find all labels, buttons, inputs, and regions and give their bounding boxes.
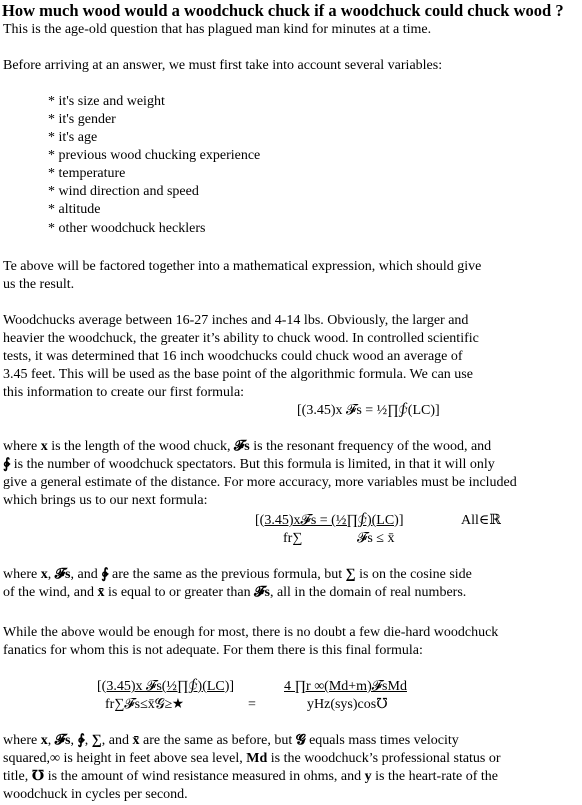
paragraph-line: While the above would be enough for most, there is no doubt a few die-hard woodchuck — [3, 625, 499, 640]
formula-1: [(3.45)x 𝓕s = ½∏∲(LC)] — [297, 403, 440, 418]
paragraph-line: ∲ is the number of woodchuck spectators. But this formula is limited, in that it will only — [3, 457, 495, 472]
paragraph-line: 3.45 feet. This will be used as the base point of the algorithmic formula. We can use — [3, 367, 473, 382]
paragraph-line: of the wind, and x̄ is equal to or greater than 𝓕s, all in the domain of real numbers. — [3, 585, 467, 600]
paragraph-line: where x is the length of the wood chuck, 𝓕s is the resonant frequency of the wood, and — [3, 439, 492, 454]
page-title: How much wood would a woodchuck chuck if a woodchuck could chuck wood ? — [2, 1, 564, 20]
variable-item: * previous wood chucking experience — [48, 148, 261, 163]
paragraph-line: squared,∞ is height in feet above sea level, Md is the woodchuck’s professional status or — [3, 751, 501, 766]
paragraph-line: give a general estimate of the distance. For more accuracy, more variables must be included — [3, 475, 517, 490]
factor-text: Te above will be factored together into a mathematical expression, which should give — [3, 259, 482, 274]
paragraph-line: title, ℧ is the amount of wind resistance measured in ohms, and y is the heart-rate of the — [3, 769, 498, 784]
paragraph-line: where x, 𝓕s, ∲, ∑, and x̄ are the same as before, but 𝓖 equals mass times velocity — [3, 733, 459, 748]
variable-item: * it's age — [48, 130, 98, 145]
paragraph-line: woodchuck in cycles per second. — [3, 787, 188, 802]
variable-item: * temperature — [48, 166, 126, 181]
formula-2-denominator: fr∑ — [283, 531, 303, 546]
paragraph-line: Woodchucks average between 16-27 inches and 4-14 lbs. Obviously, the larger and — [3, 313, 469, 328]
paragraph-line: this information to create our first formula: — [3, 385, 245, 400]
variable-item: * wind direction and speed — [48, 184, 199, 199]
variable-item: * other woodchuck hecklers — [48, 221, 206, 236]
formula-3-right-denominator: yHz(sys)cos℧ — [307, 697, 388, 712]
formula-3-left-denominator: fr∑𝓕s≤x̄𝓖≥★ — [105, 697, 184, 712]
intro-text: This is the age-old question that has plagued man kind for minutes at a time. — [3, 22, 432, 37]
variable-item: * it's size and weight — [48, 94, 165, 109]
formula-3-right-numerator: 4 ∏r ∞(Md+m)𝓕sMd — [284, 679, 407, 694]
formula-2-domain: All∈ℝ — [461, 513, 501, 528]
formula-2-condition: 𝓕s ≤ x̄ — [357, 531, 395, 546]
paragraph-line: tests, it was determined that 16 inch woodchucks could chuck wood an average of — [3, 349, 463, 364]
paragraph-line: heavier the woodchuck, the greater it’s ability to chuck wood. In controlled scientific — [3, 331, 479, 346]
paragraph-line: fanatics for whom this is not adequate. For them there is this final formula: — [3, 643, 423, 658]
paragraph-line: where x, 𝓕s, and ∲ are the same as the previous formula, but ∑ is on the cosine side — [3, 567, 472, 582]
paragraph-line: which brings us to our next formula: — [3, 493, 208, 508]
before-text: Before arriving at an answer, we must first take into account several variables: — [3, 58, 443, 73]
formula-3-left-numerator: [(3.45)x 𝓕s(½∏∲)(LC)] — [97, 679, 235, 694]
formula-2-numerator: [(3.45)x𝓕s = (½∏∲)(LC)] — [255, 513, 404, 528]
factor-text: us the result. — [3, 277, 75, 292]
variable-item: * it's gender — [48, 112, 116, 127]
variable-item: * altitude — [48, 202, 101, 217]
formula-3-equals: = — [248, 697, 256, 712]
